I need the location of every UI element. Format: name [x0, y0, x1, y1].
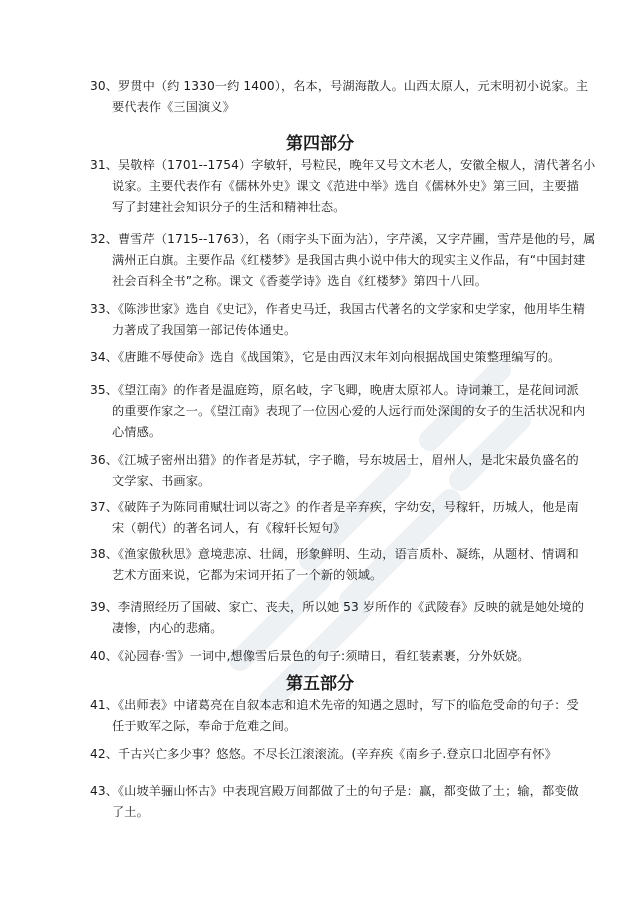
section-heading-part5: 第五部分	[286, 674, 354, 694]
line: 写了封建社会知识分子的生活和精神壮态。	[112, 200, 346, 214]
line: 要代表作《三国演义》	[112, 100, 235, 114]
line: 31、吴敬梓（1701--1754）字敏轩，号粒民，晚年又号文木老人，安徽全椒人，清代著名小	[90, 158, 596, 172]
line: 36、《江城子密州出猎》的作者是苏轼，字子瞻，号东坡居士，眉州人，是北宋最负盛名的	[90, 453, 579, 467]
list-item-40	[90, 646, 552, 667]
line: 心情感。	[112, 425, 162, 439]
list-item-31	[90, 155, 596, 218]
list-item-37	[90, 497, 579, 539]
line: 艺术方面来说，它都为宋词开拓了一个新的领域。	[112, 568, 383, 582]
line: 了土。	[112, 805, 149, 819]
list-item-36	[90, 450, 579, 492]
line: 文学家、书画家。	[112, 474, 211, 488]
line: 30、罗贯中（约 1330一约 1400），名本，号湖海散人。山西太原人，元末明初小说家。主	[90, 79, 589, 93]
line: 宋（朝代）的著名词人，有《稼轩长短句》	[112, 521, 346, 535]
list-item-34	[90, 347, 561, 368]
line: 力著成了我国第一部记传体通史。	[112, 323, 297, 337]
list-item-43	[90, 781, 579, 823]
line: 37、《破阵子为陈同甫赋壮词以寄之》的作者是辛弃疾，字幼安，号稼轩，历城人，他是南	[90, 500, 579, 514]
line: 40、《沁园春·雪》一词中,想像雪后景色的句子:须晴日，看红装素裹，分外妖娆。	[90, 649, 530, 663]
line: 35、《望江南》的作者是温庭筠，原名岐，字飞卿，晚唐太原祁人。诗词兼工，是花间词派	[90, 383, 579, 397]
line: 凄惨，内心的悲痛。	[112, 621, 223, 635]
line: 42、千古兴亡多少事？悠悠。不尽长江滚滚流。(辛弃疾《南乡子.登京口北固亭有怀》	[90, 747, 557, 761]
line: 社会百科全书”之称。课文《香菱学诗》选自《红楼梦》第四十八回。	[112, 274, 488, 288]
list-item-41	[90, 695, 579, 737]
list-item-35	[90, 380, 586, 443]
line: 满州正白旗。主要作品《红楼梦》是我国古典小说中伟大的现实主义作品，有“中国封建	[112, 253, 586, 267]
line: 任于败军之际，奉命于危难之间。	[112, 719, 297, 733]
line: 的重要作家之一。《望江南》表现了一位因心爱的人远行而处深闺的女子的生活状况和内	[112, 404, 586, 418]
list-item-32	[90, 229, 596, 292]
list-item-33	[90, 299, 586, 341]
line: 33、《陈涉世家》选自《史记》，作者史马迁，我国古代著名的文学家和史学家，他用毕生精	[90, 302, 586, 316]
line: 41、《出师表》中诸葛亮在自叙本志和追术先帝的知遇之恩时，写下的临危受命的句子：受	[90, 698, 579, 712]
list-item-42	[90, 744, 557, 765]
line: 34、《唐雎不辱使命》选自《战国策》，它是由西汉末年刘向根据战国史策整理编写的。	[90, 350, 561, 364]
line: 39、李清照经历了国破、家亡、丧夫，所以她 53 岁所作的《武陵春》反映的就是她处境的	[90, 600, 585, 614]
line: 说家。主要代表作有《儒林外史》课文《范进中举》选自《儒林外史》第三回，主要描	[112, 179, 579, 193]
line: 32、曹雪芹（1715--1763），名（雨字头下面为沾），字芹溪，又字芹圃，雪芹是他的号，属	[90, 232, 596, 246]
list-item-38	[90, 544, 579, 586]
section-heading-part4: 第四部分	[286, 134, 354, 154]
line: 38、《渔家傲秋思》意境悲凉、壮阔，形象鲜明、生动，语言质朴、凝练，从题材、情调和	[90, 547, 579, 561]
list-item-30	[90, 76, 589, 118]
list-item-39	[90, 597, 585, 639]
line: 43、《山坡羊骊山怀古》中表现宫殿万间都做了土的句子是：赢，都变做了土；输，都变做	[90, 784, 579, 798]
